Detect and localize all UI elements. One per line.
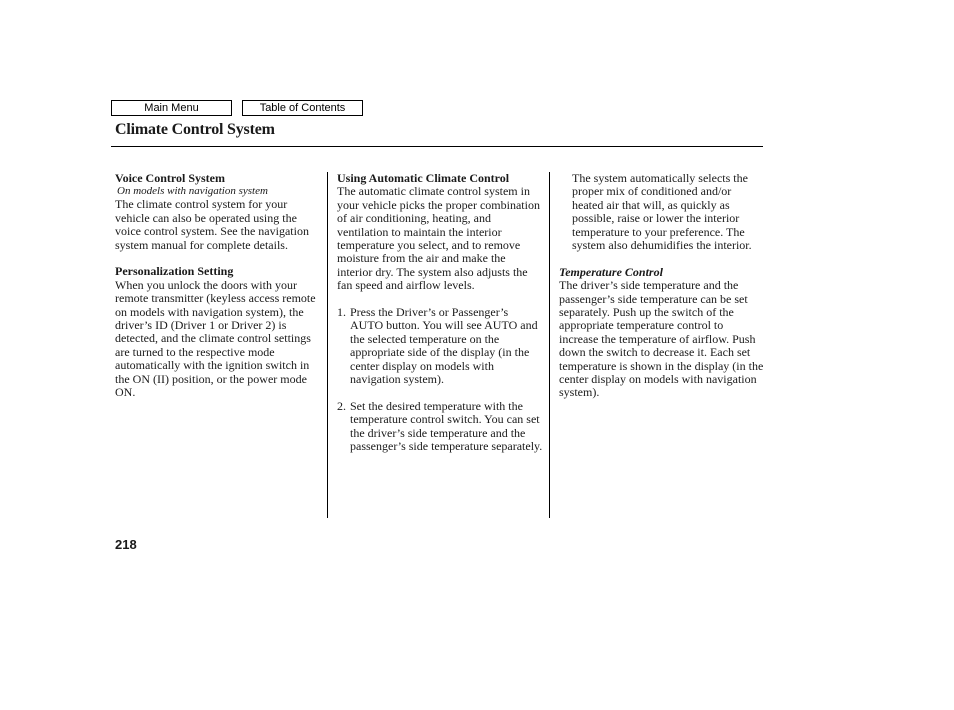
- step-text: Press the Driver’s or Passenger’s AUTO button. You will see AUTO and the selected temperature on the appropriate side of the display (in the center display on models with navigation system).: [350, 305, 538, 387]
- voice-control-body: The climate control system for your vehicle can also be operated using the voice control system. See the navigation system manual for complete details.: [115, 197, 309, 252]
- page-number: 218: [115, 537, 137, 552]
- title-divider: [111, 146, 763, 147]
- page-title: Climate Control System: [115, 121, 275, 138]
- step-number: 2.: [337, 398, 346, 413]
- column-divider-1: [327, 172, 328, 518]
- auto-climate-continued: The system automatically selects the proper mix of conditioned and/or heated air that will, as quickly as possible, raise or lower the interior temperature to your preference. The system also dehumidifies the interior.: [572, 171, 752, 253]
- column-middle: [337, 172, 543, 454]
- temperature-control-heading: Temperature Control: [559, 264, 663, 279]
- voice-control-note: On models with navigation system: [117, 185, 268, 198]
- table-of-contents-button[interactable]: Table of Contents: [242, 100, 363, 116]
- main-menu-button[interactable]: Main Menu: [111, 100, 232, 116]
- voice-control-heading: Voice Control System: [115, 171, 225, 185]
- step-item: [337, 400, 543, 454]
- column-left: [115, 172, 321, 399]
- column-right: [559, 172, 765, 400]
- step-number: 1.: [337, 305, 346, 320]
- personalization-body: When you unlock the doors with your remote transmitter (keyless access remote on models with navigation system), the driver’s ID (Driver 1 or Driver 2) is detected, and the climate control settings are turned to the respective mode automatically with the ignition switch in the ON (II) position, or the power mode ON.: [115, 277, 316, 400]
- auto-climate-heading: Using Automatic Climate Control: [337, 171, 510, 185]
- temperature-control-body: The driver’s side temperature and the passenger’s side temperature can be set separately. Push up the switch of the appropriate temperature control to increase the temperature of airflow. Push down the switch to decrease it. Each set temperature is shown in the display (in the center display on models with navigation system).: [559, 278, 764, 400]
- step-text: Set the desired temperature with the temperature control switch. You can set the driver’s side temperature and the passenger’s side temperature separately.: [350, 398, 543, 454]
- auto-climate-body: The automatic climate control system in your vehicle picks the proper combination of air conditioning, heating, and ventilation to maintain the interior temperature you select, and to remove moisture from the air and make the interior dry. The system also adjusts the fan speed and airflow levels.: [337, 184, 540, 293]
- step-item: [337, 306, 543, 386]
- column-divider-2: [549, 172, 550, 518]
- personalization-heading: Personalization Setting: [115, 264, 234, 279]
